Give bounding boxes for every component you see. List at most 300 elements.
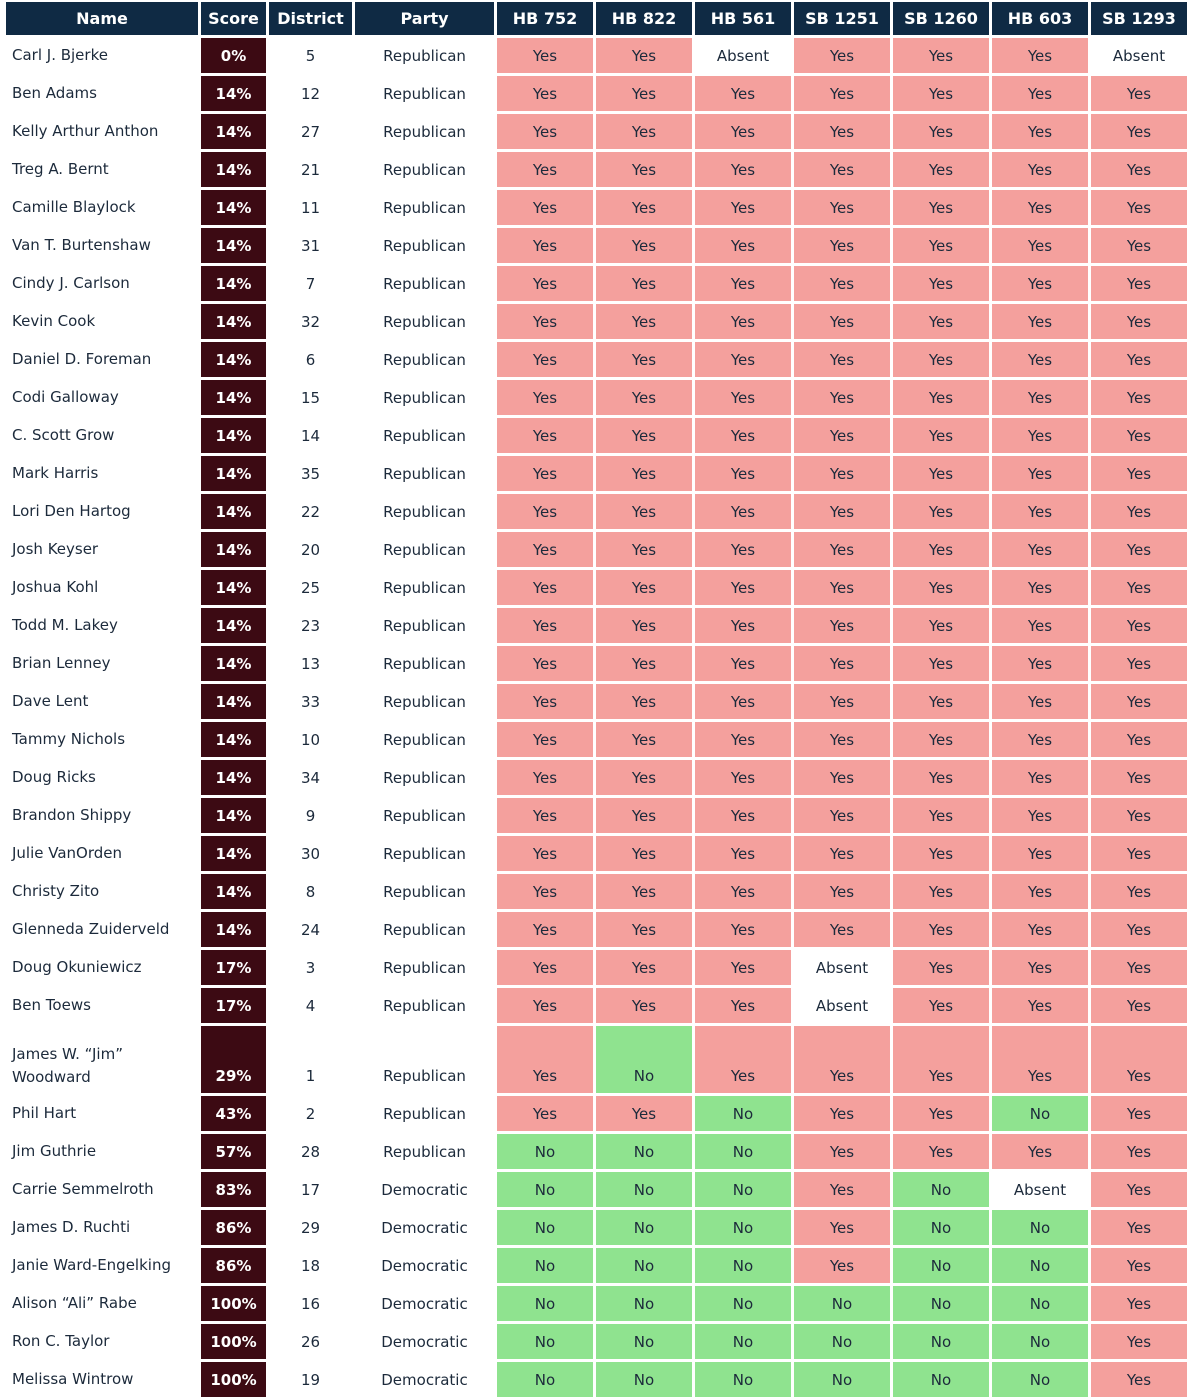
vote-cell: Yes bbox=[794, 798, 890, 833]
party-cell: Republican bbox=[355, 1134, 494, 1169]
vote-cell: No bbox=[497, 1324, 593, 1359]
district-cell: 16 bbox=[269, 1286, 352, 1321]
vote-cell: Yes bbox=[893, 950, 989, 985]
vote-cell: Yes bbox=[596, 798, 692, 833]
vote-cell: Yes bbox=[497, 950, 593, 985]
vote-cell: Yes bbox=[497, 760, 593, 795]
vote-cell: No bbox=[695, 1362, 791, 1397]
vote-cell: Yes bbox=[794, 38, 890, 73]
vote-cell: Yes bbox=[893, 684, 989, 719]
vote-cell: No bbox=[794, 1324, 890, 1359]
vote-cell: Yes bbox=[497, 190, 593, 225]
vote-cell: Yes bbox=[992, 722, 1088, 757]
district-cell: 27 bbox=[269, 114, 352, 149]
vote-cell: Yes bbox=[596, 494, 692, 529]
vote-cell: Yes bbox=[1091, 342, 1187, 377]
vote-cell: Yes bbox=[497, 418, 593, 453]
vote-cell: Yes bbox=[695, 190, 791, 225]
vote-cell: Yes bbox=[992, 342, 1088, 377]
vote-cell: Yes bbox=[794, 152, 890, 187]
vote-cell: Yes bbox=[794, 1172, 890, 1207]
vote-cell: No bbox=[596, 1248, 692, 1283]
legislator-name: Glenneda Zuiderveld bbox=[6, 912, 198, 947]
table-row bbox=[6, 494, 1187, 529]
vote-cell: Yes bbox=[893, 418, 989, 453]
district-cell: 4 bbox=[269, 988, 352, 1023]
vote-cell: Yes bbox=[1091, 570, 1187, 605]
table-header bbox=[6, 2, 1187, 35]
vote-cell: Yes bbox=[596, 152, 692, 187]
vote-cell: Yes bbox=[497, 684, 593, 719]
vote-cell: Yes bbox=[794, 836, 890, 871]
vote-cell: Yes bbox=[596, 342, 692, 377]
party-cell: Republican bbox=[355, 342, 494, 377]
vote-cell: Yes bbox=[497, 912, 593, 947]
vote-cell: Yes bbox=[992, 950, 1088, 985]
table-row bbox=[6, 950, 1187, 985]
vote-cell: Yes bbox=[794, 684, 890, 719]
vote-cell: Yes bbox=[1091, 950, 1187, 985]
vote-cell: Yes bbox=[794, 228, 890, 263]
table-row bbox=[6, 190, 1187, 225]
party-cell: Republican bbox=[355, 152, 494, 187]
vote-cell: Yes bbox=[794, 266, 890, 301]
vote-cell: Yes bbox=[596, 304, 692, 339]
vote-cell: Yes bbox=[893, 456, 989, 491]
legislator-name: Doug Ricks bbox=[6, 760, 198, 795]
vote-cell: Yes bbox=[497, 874, 593, 909]
vote-cell: Yes bbox=[794, 456, 890, 491]
vote-cell: Yes bbox=[794, 418, 890, 453]
district-cell: 29 bbox=[269, 1210, 352, 1245]
score-cell: 57% bbox=[201, 1134, 266, 1169]
legislator-scorecard-table bbox=[3, 0, 1190, 1400]
district-cell: 15 bbox=[269, 380, 352, 415]
party-cell: Republican bbox=[355, 760, 494, 795]
vote-cell: Absent bbox=[794, 988, 890, 1023]
vote-cell: Yes bbox=[695, 684, 791, 719]
vote-cell: Yes bbox=[695, 646, 791, 681]
vote-cell: Yes bbox=[695, 570, 791, 605]
score-cell: 14% bbox=[201, 418, 266, 453]
vote-cell: Yes bbox=[596, 950, 692, 985]
vote-cell: No bbox=[992, 1210, 1088, 1245]
vote-cell: Yes bbox=[893, 76, 989, 111]
vote-cell: No bbox=[497, 1362, 593, 1397]
district-cell: 6 bbox=[269, 342, 352, 377]
party-cell: Republican bbox=[355, 798, 494, 833]
vote-cell: Yes bbox=[596, 722, 692, 757]
district-cell: 26 bbox=[269, 1324, 352, 1359]
legislator-name: Alison “Ali” Rabe bbox=[6, 1286, 198, 1321]
vote-cell: No bbox=[596, 1210, 692, 1245]
legislator-name: Janie Ward-Engelking bbox=[6, 1248, 198, 1283]
party-cell: Republican bbox=[355, 1096, 494, 1131]
vote-cell: Yes bbox=[992, 532, 1088, 567]
vote-cell: Yes bbox=[596, 836, 692, 871]
legislator-name: Julie VanOrden bbox=[6, 836, 198, 871]
table-row bbox=[6, 304, 1187, 339]
table-body bbox=[6, 38, 1187, 1397]
district-cell: 14 bbox=[269, 418, 352, 453]
table-row bbox=[6, 912, 1187, 947]
vote-cell: Yes bbox=[893, 190, 989, 225]
vote-cell: Yes bbox=[992, 912, 1088, 947]
vote-cell: Yes bbox=[794, 304, 890, 339]
vote-cell: Yes bbox=[992, 1026, 1088, 1093]
vote-cell: Yes bbox=[497, 722, 593, 757]
vote-cell: Yes bbox=[596, 532, 692, 567]
vote-cell: Yes bbox=[596, 684, 692, 719]
vote-cell: Yes bbox=[893, 798, 989, 833]
vote-cell: Yes bbox=[1091, 228, 1187, 263]
score-cell: 100% bbox=[201, 1286, 266, 1321]
table-row bbox=[6, 760, 1187, 795]
vote-cell: Yes bbox=[1091, 1324, 1187, 1359]
vote-cell: Yes bbox=[497, 494, 593, 529]
vote-cell: No bbox=[893, 1172, 989, 1207]
legislator-name: Carrie Semmelroth bbox=[6, 1172, 198, 1207]
vote-cell: Yes bbox=[596, 266, 692, 301]
vote-cell: Yes bbox=[794, 342, 890, 377]
vote-cell: Yes bbox=[596, 190, 692, 225]
vote-cell: Yes bbox=[1091, 1248, 1187, 1283]
vote-cell: Absent bbox=[794, 950, 890, 985]
vote-cell: No bbox=[893, 1210, 989, 1245]
vote-cell: Yes bbox=[992, 418, 1088, 453]
table-row bbox=[6, 114, 1187, 149]
table-row bbox=[6, 380, 1187, 415]
legislator-name: Kelly Arthur Anthon bbox=[6, 114, 198, 149]
vote-cell: Yes bbox=[992, 76, 1088, 111]
vote-cell: Yes bbox=[893, 570, 989, 605]
vote-cell: Yes bbox=[695, 874, 791, 909]
vote-cell: Absent bbox=[695, 38, 791, 73]
legislator-name: Christy Zito bbox=[6, 874, 198, 909]
vote-cell: Yes bbox=[1091, 266, 1187, 301]
vote-cell: Yes bbox=[893, 532, 989, 567]
vote-cell: Yes bbox=[695, 114, 791, 149]
vote-cell: Yes bbox=[1091, 418, 1187, 453]
vote-cell: Yes bbox=[596, 646, 692, 681]
table-row bbox=[6, 342, 1187, 377]
vote-cell: Yes bbox=[695, 304, 791, 339]
score-cell: 14% bbox=[201, 836, 266, 871]
score-cell: 17% bbox=[201, 950, 266, 985]
vote-cell: Yes bbox=[497, 608, 593, 643]
vote-cell: Yes bbox=[1091, 152, 1187, 187]
vote-cell: Yes bbox=[992, 38, 1088, 73]
legislator-name: Melissa Wintrow bbox=[6, 1362, 198, 1397]
legislator-name: Ron C. Taylor bbox=[6, 1324, 198, 1359]
district-cell: 34 bbox=[269, 760, 352, 795]
vote-cell: No bbox=[695, 1134, 791, 1169]
vote-cell: Yes bbox=[497, 836, 593, 871]
score-cell: 100% bbox=[201, 1362, 266, 1397]
legislator-name: Jim Guthrie bbox=[6, 1134, 198, 1169]
vote-cell: Yes bbox=[695, 152, 791, 187]
column-header-hb-822: HB 822 bbox=[596, 2, 692, 35]
score-cell: 14% bbox=[201, 798, 266, 833]
score-cell: 14% bbox=[201, 532, 266, 567]
vote-cell: Yes bbox=[794, 380, 890, 415]
score-cell: 14% bbox=[201, 722, 266, 757]
party-cell: Republican bbox=[355, 38, 494, 73]
score-cell: 43% bbox=[201, 1096, 266, 1131]
vote-cell: Yes bbox=[1091, 1210, 1187, 1245]
score-cell: 14% bbox=[201, 152, 266, 187]
score-cell: 17% bbox=[201, 988, 266, 1023]
vote-cell: Yes bbox=[893, 646, 989, 681]
score-cell: 0% bbox=[201, 38, 266, 73]
vote-cell: Yes bbox=[1091, 1362, 1187, 1397]
vote-cell: Yes bbox=[497, 76, 593, 111]
vote-cell: Yes bbox=[695, 912, 791, 947]
column-header-district: District bbox=[269, 2, 352, 35]
vote-cell: Yes bbox=[695, 228, 791, 263]
vote-cell: Yes bbox=[992, 266, 1088, 301]
legislator-name: Daniel D. Foreman bbox=[6, 342, 198, 377]
score-cell: 14% bbox=[201, 266, 266, 301]
vote-cell: Yes bbox=[695, 380, 791, 415]
vote-cell: Yes bbox=[893, 912, 989, 947]
vote-cell: Absent bbox=[992, 1172, 1088, 1207]
table-row bbox=[6, 1248, 1187, 1283]
vote-cell: Yes bbox=[596, 874, 692, 909]
vote-cell: Yes bbox=[596, 418, 692, 453]
vote-cell: Yes bbox=[794, 1134, 890, 1169]
district-cell: 8 bbox=[269, 874, 352, 909]
vote-cell: Yes bbox=[695, 418, 791, 453]
vote-cell: Yes bbox=[596, 456, 692, 491]
party-cell: Republican bbox=[355, 380, 494, 415]
vote-cell: Yes bbox=[1091, 190, 1187, 225]
vote-cell: Yes bbox=[596, 38, 692, 73]
vote-cell: Yes bbox=[893, 342, 989, 377]
vote-cell: Yes bbox=[794, 532, 890, 567]
table-row bbox=[6, 266, 1187, 301]
vote-cell: Yes bbox=[794, 646, 890, 681]
district-cell: 19 bbox=[269, 1362, 352, 1397]
vote-cell: No bbox=[596, 1324, 692, 1359]
table-row bbox=[6, 1210, 1187, 1245]
vote-cell: Yes bbox=[992, 114, 1088, 149]
score-cell: 86% bbox=[201, 1210, 266, 1245]
party-cell: Republican bbox=[355, 684, 494, 719]
vote-cell: Yes bbox=[893, 38, 989, 73]
vote-cell: Yes bbox=[794, 912, 890, 947]
vote-cell: Yes bbox=[497, 228, 593, 263]
vote-cell: Yes bbox=[695, 836, 791, 871]
vote-cell: Yes bbox=[1091, 1286, 1187, 1321]
vote-cell: Yes bbox=[992, 760, 1088, 795]
table-row bbox=[6, 228, 1187, 263]
score-cell: 14% bbox=[201, 646, 266, 681]
vote-cell: Yes bbox=[497, 380, 593, 415]
district-cell: 18 bbox=[269, 1248, 352, 1283]
vote-cell: Yes bbox=[497, 456, 593, 491]
vote-cell: No bbox=[497, 1134, 593, 1169]
table-row bbox=[6, 836, 1187, 871]
vote-cell: Yes bbox=[1091, 494, 1187, 529]
vote-cell: Yes bbox=[1091, 1172, 1187, 1207]
legislator-name: Camille Blaylock bbox=[6, 190, 198, 225]
score-cell: 14% bbox=[201, 76, 266, 111]
vote-cell: Yes bbox=[992, 836, 1088, 871]
party-cell: Republican bbox=[355, 494, 494, 529]
legislator-name: Ben Toews bbox=[6, 988, 198, 1023]
district-cell: 35 bbox=[269, 456, 352, 491]
vote-cell: Yes bbox=[893, 1026, 989, 1093]
vote-cell: No bbox=[497, 1286, 593, 1321]
legislator-name: Cindy J. Carlson bbox=[6, 266, 198, 301]
vote-cell: Yes bbox=[992, 684, 1088, 719]
vote-cell: Yes bbox=[497, 1096, 593, 1131]
vote-cell: No bbox=[893, 1248, 989, 1283]
district-cell: 21 bbox=[269, 152, 352, 187]
district-cell: 25 bbox=[269, 570, 352, 605]
vote-cell: Yes bbox=[695, 532, 791, 567]
legislator-name: Lori Den Hartog bbox=[6, 494, 198, 529]
vote-cell: Yes bbox=[497, 266, 593, 301]
table-row bbox=[6, 456, 1187, 491]
vote-cell: Yes bbox=[794, 494, 890, 529]
vote-cell: Yes bbox=[497, 114, 593, 149]
vote-cell: Yes bbox=[893, 494, 989, 529]
vote-cell: Yes bbox=[794, 1096, 890, 1131]
vote-cell: Yes bbox=[596, 988, 692, 1023]
vote-cell: No bbox=[794, 1362, 890, 1397]
vote-cell: No bbox=[497, 1172, 593, 1207]
party-cell: Democratic bbox=[355, 1210, 494, 1245]
vote-cell: Yes bbox=[1091, 874, 1187, 909]
table-row bbox=[6, 722, 1187, 757]
district-cell: 30 bbox=[269, 836, 352, 871]
vote-cell: Yes bbox=[1091, 608, 1187, 643]
party-cell: Republican bbox=[355, 76, 494, 111]
district-cell: 10 bbox=[269, 722, 352, 757]
vote-cell: Yes bbox=[497, 342, 593, 377]
table-row bbox=[6, 570, 1187, 605]
vote-cell: Yes bbox=[695, 798, 791, 833]
score-cell: 14% bbox=[201, 684, 266, 719]
vote-cell: Yes bbox=[992, 456, 1088, 491]
district-cell: 24 bbox=[269, 912, 352, 947]
legislator-name: Doug Okuniewicz bbox=[6, 950, 198, 985]
party-cell: Democratic bbox=[355, 1248, 494, 1283]
party-cell: Republican bbox=[355, 570, 494, 605]
score-cell: 14% bbox=[201, 190, 266, 225]
table-row bbox=[6, 684, 1187, 719]
table-row bbox=[6, 38, 1187, 73]
header-row bbox=[6, 2, 1187, 35]
vote-cell: Yes bbox=[893, 722, 989, 757]
party-cell: Republican bbox=[355, 266, 494, 301]
vote-cell: No bbox=[992, 1324, 1088, 1359]
vote-cell: Yes bbox=[893, 304, 989, 339]
district-cell: 11 bbox=[269, 190, 352, 225]
vote-cell: Yes bbox=[1091, 304, 1187, 339]
column-header-sb-1251: SB 1251 bbox=[794, 2, 890, 35]
party-cell: Republican bbox=[355, 532, 494, 567]
legislator-name: Brandon Shippy bbox=[6, 798, 198, 833]
vote-cell: Yes bbox=[497, 570, 593, 605]
vote-cell: Yes bbox=[1091, 532, 1187, 567]
vote-cell: Yes bbox=[992, 1134, 1088, 1169]
column-header-sb-1293: SB 1293 bbox=[1091, 2, 1187, 35]
table-row bbox=[6, 1362, 1187, 1397]
vote-cell: Yes bbox=[992, 988, 1088, 1023]
vote-cell: Yes bbox=[1091, 988, 1187, 1023]
table-row bbox=[6, 532, 1187, 567]
vote-cell: No bbox=[695, 1210, 791, 1245]
vote-cell: Yes bbox=[992, 798, 1088, 833]
vote-cell: Yes bbox=[992, 152, 1088, 187]
district-cell: 5 bbox=[269, 38, 352, 73]
vote-cell: Yes bbox=[893, 988, 989, 1023]
vote-cell: Yes bbox=[992, 304, 1088, 339]
party-cell: Republican bbox=[355, 228, 494, 263]
vote-cell: Yes bbox=[992, 874, 1088, 909]
vote-cell: Yes bbox=[794, 722, 890, 757]
district-cell: 32 bbox=[269, 304, 352, 339]
vote-cell: Yes bbox=[893, 608, 989, 643]
score-cell: 14% bbox=[201, 874, 266, 909]
district-cell: 33 bbox=[269, 684, 352, 719]
score-cell: 14% bbox=[201, 608, 266, 643]
vote-cell: Yes bbox=[1091, 1134, 1187, 1169]
vote-cell: Yes bbox=[695, 456, 791, 491]
vote-cell: No bbox=[992, 1362, 1088, 1397]
legislator-name: James D. Ruchti bbox=[6, 1210, 198, 1245]
legislator-name: Joshua Kohl bbox=[6, 570, 198, 605]
vote-cell: Yes bbox=[893, 1134, 989, 1169]
legislator-name: Josh Keyser bbox=[6, 532, 198, 567]
score-cell: 14% bbox=[201, 570, 266, 605]
vote-cell: Yes bbox=[497, 798, 593, 833]
vote-cell: Yes bbox=[1091, 722, 1187, 757]
vote-cell: Yes bbox=[1091, 380, 1187, 415]
vote-cell: Yes bbox=[794, 608, 890, 643]
table-row bbox=[6, 76, 1187, 111]
district-cell: 12 bbox=[269, 76, 352, 111]
vote-cell: Yes bbox=[893, 114, 989, 149]
vote-cell: No bbox=[992, 1096, 1088, 1131]
district-cell: 2 bbox=[269, 1096, 352, 1131]
vote-cell: Yes bbox=[1091, 456, 1187, 491]
vote-cell: Yes bbox=[794, 1026, 890, 1093]
vote-cell: Yes bbox=[596, 1096, 692, 1131]
legislator-name: Dave Lent bbox=[6, 684, 198, 719]
vote-cell: Yes bbox=[992, 494, 1088, 529]
legislator-name: Carl J. Bjerke bbox=[6, 38, 198, 73]
score-cell: 83% bbox=[201, 1172, 266, 1207]
party-cell: Republican bbox=[355, 1026, 494, 1093]
table-row bbox=[6, 1172, 1187, 1207]
vote-cell: No bbox=[695, 1096, 791, 1131]
vote-cell: Yes bbox=[695, 988, 791, 1023]
vote-cell: Yes bbox=[596, 570, 692, 605]
vote-cell: Yes bbox=[1091, 1026, 1187, 1093]
district-cell: 20 bbox=[269, 532, 352, 567]
vote-cell: Yes bbox=[695, 760, 791, 795]
table-row bbox=[6, 988, 1187, 1023]
vote-cell: No bbox=[893, 1324, 989, 1359]
table-row bbox=[6, 1286, 1187, 1321]
vote-cell: Yes bbox=[1091, 1096, 1187, 1131]
vote-cell: No bbox=[497, 1248, 593, 1283]
vote-cell: Yes bbox=[794, 76, 890, 111]
